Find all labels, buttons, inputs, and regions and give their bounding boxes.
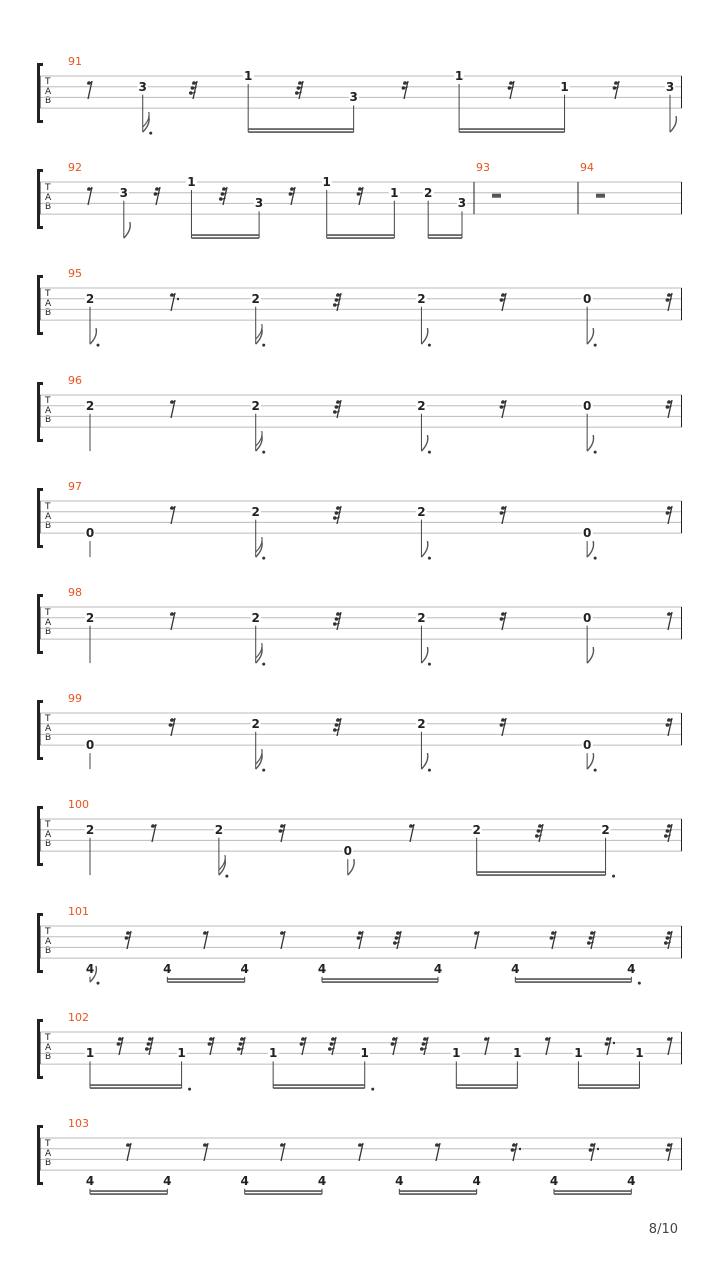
augmentation-dot	[371, 1088, 374, 1091]
rest-symbol	[206, 1035, 218, 1061]
fret-number: 4	[511, 961, 520, 976]
measure-number: 97	[68, 480, 82, 493]
rest-symbol	[498, 504, 510, 530]
note-flag	[90, 328, 96, 344]
fret-number: 0	[343, 844, 352, 859]
rest-symbol	[406, 822, 418, 848]
measure-number: 103	[68, 1117, 89, 1130]
tab-clef-letter: B	[45, 96, 52, 106]
measure-number: 93	[475, 161, 490, 174]
rest-symbol	[115, 1035, 127, 1061]
fret-number: 1	[360, 1046, 369, 1061]
fret-number: 4	[317, 961, 327, 976]
tab-staff	[40, 480, 682, 580]
tab-system	[0, 374, 720, 474]
augmentation-dot	[638, 982, 641, 985]
note-flag	[421, 647, 427, 663]
tab-system	[0, 55, 720, 155]
tab-clef-letter: T	[45, 820, 51, 830]
rest-symbol	[664, 398, 676, 424]
rest-symbol	[535, 822, 547, 848]
fret-number: 4	[627, 1173, 636, 1188]
fret-number: 4	[85, 1173, 95, 1188]
fret-number: 2	[423, 185, 433, 200]
fret-number: 1	[85, 1046, 95, 1061]
rest-symbol	[389, 1035, 401, 1061]
fret-number: 1	[635, 1046, 644, 1061]
rest-symbol	[498, 610, 510, 636]
fret-number: 3	[254, 196, 264, 211]
fret-number: 4	[240, 1173, 249, 1188]
tab-clef-letter: A	[45, 1042, 52, 1053]
rest-symbol	[200, 929, 212, 955]
rest-symbol	[664, 291, 676, 317]
tab-clef-letter: T	[45, 502, 51, 512]
rest-symbol	[355, 929, 367, 955]
note-flag	[348, 859, 354, 875]
fret-number: 1	[243, 69, 253, 83]
tab-clef-letter: T	[45, 77, 51, 87]
tab-staff	[40, 905, 682, 1005]
tab-clef-letter: B	[45, 1158, 52, 1168]
rest-symbol	[277, 1141, 289, 1167]
fret-number: 2	[251, 716, 260, 731]
tab-clef-letter: A	[45, 192, 52, 203]
fret-number: 2	[417, 716, 426, 731]
note-flag	[421, 328, 427, 344]
augmentation-dot	[594, 769, 597, 772]
fret-number: 0	[582, 291, 592, 306]
fret-number: 1	[322, 175, 331, 189]
fret-number: 2	[85, 291, 95, 306]
note-flag	[670, 116, 676, 132]
augmentation-dot	[594, 344, 597, 347]
note-flag	[421, 541, 427, 557]
fret-number: 4	[317, 1173, 327, 1188]
rest-symbol	[333, 398, 345, 424]
page-number: 8/10	[648, 1222, 678, 1237]
augmentation-dot	[612, 875, 615, 878]
fret-number: 2	[417, 291, 426, 306]
rest-symbol	[167, 291, 179, 317]
fret-number: 4	[395, 1173, 404, 1188]
rest-symbol	[237, 1035, 249, 1061]
measure-number: 98	[68, 586, 82, 599]
tab-clef-letter: A	[45, 298, 52, 309]
fret-number: 4	[163, 1173, 172, 1188]
rest-symbol	[498, 291, 510, 317]
rest-symbol	[664, 610, 676, 636]
tab-clef-letter: T	[45, 1139, 51, 1149]
fret-number: 2	[85, 610, 95, 625]
augmentation-dot	[428, 663, 431, 666]
augmentation-dot	[188, 1088, 191, 1091]
fret-number: 0	[582, 526, 592, 541]
tab-clef-letter: T	[45, 927, 51, 937]
fret-number: 4	[240, 961, 249, 976]
augmentation-dot	[262, 344, 265, 347]
rest-symbol	[333, 716, 345, 742]
fret-number: 1	[390, 185, 399, 200]
rest-symbol	[664, 929, 676, 955]
tab-clef-letter: A	[45, 723, 52, 734]
rest-symbol	[400, 79, 412, 105]
rest-symbol	[355, 1141, 367, 1167]
fret-number: 1	[513, 1046, 522, 1061]
augmentation-dot	[594, 557, 597, 560]
note-flag	[587, 753, 593, 769]
rest-symbol	[167, 610, 179, 636]
tab-clef-letter: B	[45, 308, 52, 318]
tab-clef-letter: A	[45, 511, 52, 522]
rest-symbol	[298, 1035, 310, 1061]
fret-number: 4	[433, 961, 443, 976]
augmentation-dot	[262, 663, 265, 666]
tab-clef-letter: A	[45, 1148, 52, 1159]
tab-clef-letter: A	[45, 86, 52, 97]
augmentation-dot	[262, 451, 265, 454]
rest-symbol	[542, 1035, 554, 1061]
tab-staff	[40, 374, 682, 474]
measure-number: 95	[68, 267, 82, 280]
fret-number: 2	[251, 398, 260, 413]
whole-rest	[596, 194, 605, 198]
rest-symbol	[277, 822, 289, 848]
note-flag	[421, 435, 427, 451]
rest-symbol	[481, 1035, 493, 1061]
fret-number: 2	[251, 291, 260, 306]
rest-symbol	[664, 1141, 676, 1167]
fret-number: 3	[349, 90, 358, 105]
measure-number: 99	[68, 692, 82, 705]
rest-symbol	[219, 185, 231, 211]
fret-number: 2	[417, 610, 426, 625]
measure-number: 100	[68, 798, 89, 811]
tab-staff	[40, 1117, 682, 1217]
whole-rest	[492, 194, 501, 198]
tab-clef-letter: B	[45, 733, 52, 743]
augmentation-dot	[97, 982, 100, 985]
augmentation-dot	[428, 451, 431, 454]
rest-symbol	[603, 1035, 615, 1061]
fret-number: 3	[138, 79, 147, 94]
tab-clef-letter: T	[45, 289, 51, 299]
tab-staff	[40, 267, 682, 367]
tab-clef-letter: T	[45, 608, 51, 618]
tab-system	[0, 1117, 720, 1217]
tab-staff	[40, 161, 682, 261]
fret-number: 2	[472, 822, 481, 837]
rest-symbol	[287, 185, 299, 211]
rest-symbol	[200, 1141, 212, 1167]
augmentation-dot	[594, 451, 597, 454]
rest-symbol	[333, 610, 345, 636]
tab-system	[0, 267, 720, 367]
tab-clef-letter: B	[45, 415, 52, 425]
fret-number: 2	[85, 398, 95, 413]
fret-number: 0	[582, 610, 592, 625]
rest-symbol	[355, 185, 367, 211]
rest-symbol	[295, 79, 307, 105]
note-flag	[421, 753, 427, 769]
tab-staff	[40, 692, 682, 792]
tab-clef-letter: T	[45, 183, 51, 193]
augmentation-dot	[262, 557, 265, 560]
tab-system	[0, 798, 720, 898]
fret-number: 1	[187, 175, 196, 189]
fret-number: 2	[417, 398, 426, 413]
fret-number: 1	[560, 79, 569, 94]
rest-symbol	[420, 1035, 432, 1061]
fret-number: 3	[665, 79, 675, 94]
fret-number: 1	[454, 69, 464, 83]
rest-symbol	[509, 1141, 521, 1167]
fret-number: 4	[627, 961, 636, 976]
fret-number: 4	[85, 961, 95, 976]
tab-clef-letter: B	[45, 1052, 52, 1062]
rest-symbol	[548, 929, 560, 955]
fret-number: 1	[268, 1046, 278, 1061]
rest-symbol	[664, 504, 676, 530]
tab-staff	[40, 586, 682, 686]
fret-number: 3	[457, 196, 467, 211]
tab-clef-letter: A	[45, 617, 52, 628]
augmentation-dot	[262, 769, 265, 772]
rest-symbol	[123, 929, 135, 955]
tab-system	[0, 586, 720, 686]
measure-number: 96	[68, 374, 82, 387]
rest-symbol	[471, 929, 483, 955]
rest-symbol	[84, 79, 96, 105]
tab-clef-letter: B	[45, 946, 52, 956]
augmentation-dot	[428, 344, 431, 347]
augmentation-dot	[428, 557, 431, 560]
rest-symbol	[587, 1141, 599, 1167]
rest-symbol	[587, 929, 599, 955]
fret-number: 1	[452, 1046, 461, 1061]
fret-number: 2	[601, 822, 610, 837]
rest-symbol	[148, 822, 160, 848]
rest-symbol	[506, 79, 518, 105]
tab-staff	[40, 55, 682, 155]
rest-symbol	[333, 291, 345, 317]
fret-number: 2	[251, 610, 260, 625]
fret-number: 4	[163, 961, 172, 976]
augmentation-dot	[97, 344, 100, 347]
fret-number: 2	[417, 504, 426, 519]
fret-number: 3	[119, 185, 128, 200]
fret-number: 4	[549, 1173, 559, 1188]
rest-symbol	[498, 398, 510, 424]
rest-symbol	[145, 1035, 157, 1061]
augmentation-dot	[149, 132, 152, 135]
rest-symbol	[333, 504, 345, 530]
tab-system	[0, 480, 720, 580]
fret-number: 1	[574, 1046, 583, 1061]
tab-system	[0, 1011, 720, 1111]
rest-symbol	[189, 79, 201, 105]
fret-number: 0	[85, 526, 95, 541]
note-flag	[587, 647, 593, 663]
tab-clef-letter: A	[45, 936, 52, 947]
tab-clef-letter: B	[45, 627, 52, 637]
measure-number: 94	[579, 161, 594, 174]
augmentation-dot	[225, 875, 228, 878]
tab-system	[0, 692, 720, 792]
fret-number: 0	[582, 738, 592, 753]
note-flag	[124, 222, 130, 238]
measure-number: 91	[68, 55, 82, 68]
tab-clef-letter: B	[45, 839, 52, 849]
measure-number: 101	[68, 905, 89, 918]
fret-number: 0	[582, 398, 592, 413]
measure-number: 102	[68, 1011, 89, 1024]
tab-system	[0, 161, 720, 261]
note-flag	[587, 435, 593, 451]
rest-symbol	[393, 929, 405, 955]
rest-symbol	[498, 716, 510, 742]
tab-clef-letter: A	[45, 405, 52, 416]
fret-number: 4	[472, 1173, 481, 1188]
rest-symbol	[152, 185, 164, 211]
augmentation-dot	[428, 769, 431, 772]
tab-clef-letter: T	[45, 396, 51, 406]
fret-number: 2	[85, 822, 95, 837]
rest-symbol	[123, 1141, 135, 1167]
rest-symbol	[664, 716, 676, 742]
rest-symbol	[611, 79, 623, 105]
note-flag	[587, 328, 593, 344]
tab-clef-letter: B	[45, 521, 52, 531]
fret-number: 1	[177, 1046, 186, 1061]
fret-number: 2	[251, 504, 260, 519]
tab-staff	[40, 1011, 682, 1111]
rest-symbol	[84, 185, 96, 211]
tab-clef-letter: T	[45, 714, 51, 724]
tab-clef-letter: B	[45, 202, 52, 212]
rest-symbol	[328, 1035, 340, 1061]
tab-staff	[40, 798, 682, 898]
tab-clef-letter: A	[45, 829, 52, 840]
rest-symbol	[664, 822, 676, 848]
note-flag	[587, 541, 593, 557]
rest-symbol	[432, 1141, 444, 1167]
rest-symbol	[277, 929, 289, 955]
tab-system	[0, 905, 720, 1005]
rest-symbol	[167, 716, 179, 742]
fret-number: 2	[214, 822, 224, 837]
fret-number: 0	[85, 738, 95, 753]
tab-clef-letter: T	[45, 1033, 51, 1043]
rest-symbol	[664, 1035, 676, 1061]
rest-symbol	[167, 504, 179, 530]
measure-number: 92	[68, 161, 82, 174]
rest-symbol	[167, 398, 179, 424]
